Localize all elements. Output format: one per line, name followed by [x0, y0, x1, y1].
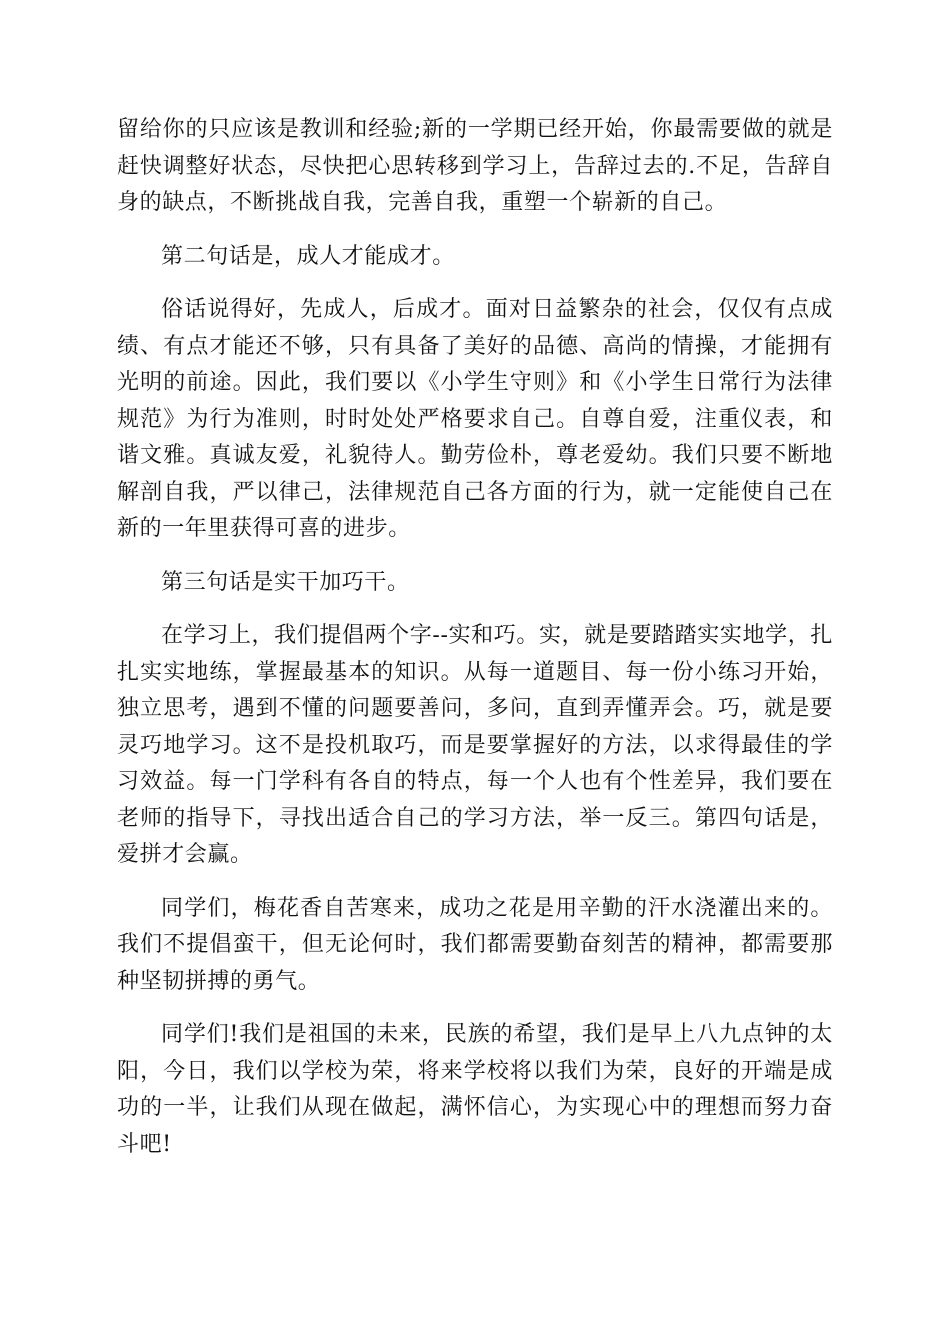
document-body [117, 112, 833, 1180]
paragraph-2: 第二句话是，成人才能成才。 [161, 243, 455, 269]
paragraph-7: 同学们!我们是祖国的未来，民族的希望，我们是早上八九点钟的太阳，今日，我们以学校为荣，将来学校将以我们为荣，良好的开端是成功的一半，让我们从现在做起，满怀信心，为实现心中的理想而努力奋斗吧! [117, 1022, 833, 1157]
paragraph-4: 第三句话是实干加巧干。 [161, 569, 410, 595]
paragraph-6: 同学们，梅花香自苦寒来，成功之花是用辛勤的汗水浇灌出来的。我们不提倡蛮干，但无论何时，我们都需要勤奋刻苦的精神，都需要那种坚韧拼搏的勇气。 [117, 895, 833, 994]
paragraph-5: 在学习上，我们提倡两个字--实和巧。实，就是要踏踏实实地学，扎扎实实地练，掌握最基本的知识。从每一道题目、每一份小练习开始，独立思考，遇到不懂的问题要善问，多问，直到弄懂弄会。巧，就是要灵巧地学习。这不是投机取巧，而是要掌握好的方法，以求得最佳的学习效益。每一门学科有各自的特点，每一个人也有个性差异，我们要在老师的指导下，寻找出适合自己的学习方法，举一反三。第四句话是，爱拼才会赢。 [117, 623, 833, 867]
paragraph-3: 俗话说得好，先成人，后成才。面对日益繁杂的社会，仅仅有点成绩、有点才能还不够，只有具备了美好的品德、高尚的情操，才能拥有光明的前途。因此，我们要以《小学生守则》和《小学生日常行为法律规范》为行为准则，时时处处严格要求自己。自尊自爱，注重仪表，和谐文雅。真诚友爱，礼貌待人。勤劳俭朴，尊老爱幼。我们只要不断地解剖自我，严以律己，法律规范自己各方面的行为，就一定能使自己在新的一年里获得可喜的进步。 [117, 297, 833, 541]
paragraph-1: 留给你的只应该是教训和经验;新的一学期已经开始，你最需要做的就是赶快调整好状态，尽快把心思转移到学习上，告辞过去的.不足，告辞自身的缺点，不断挑战自我，完善自我，重塑一个崭新的自己。 [117, 117, 833, 215]
